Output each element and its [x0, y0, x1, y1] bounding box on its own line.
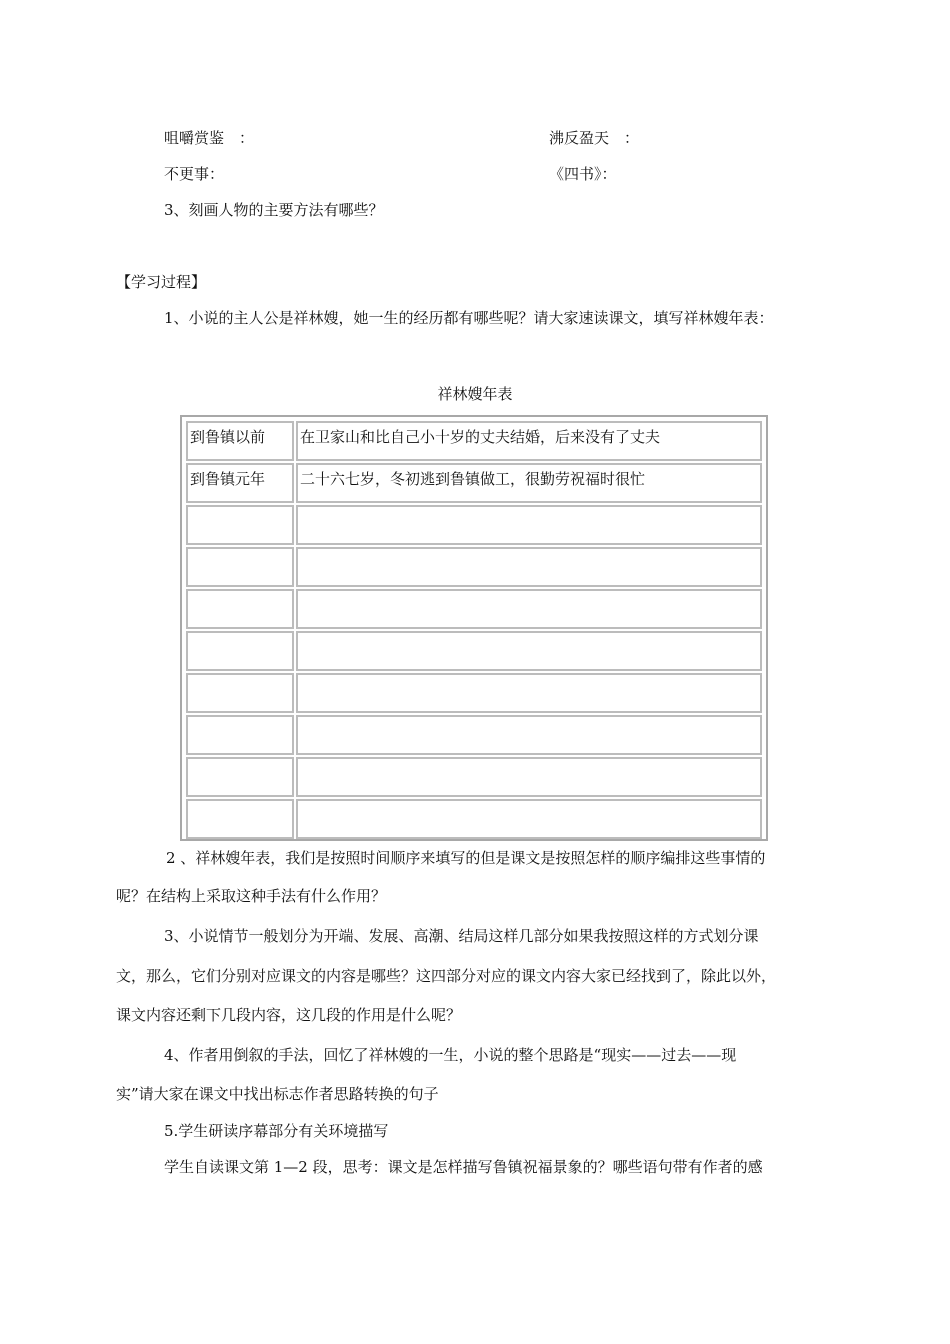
table-cell-event — [296, 673, 762, 713]
question-2-line-2: 呢？在结构上采取这种手法有什么作用？ — [116, 887, 387, 905]
table-row — [186, 589, 762, 629]
question-3-line-3: 课文内容还剩下几段内容，这几段的作用是什么呢？ — [116, 1006, 462, 1024]
table-cell-event: 二十六七岁，冬初逃到鲁镇做工，很勤劳祝福时很忙 — [296, 463, 762, 503]
table-cell-event — [296, 547, 762, 587]
table-row — [186, 547, 762, 587]
table-caption: 祥林嫂年表 — [437, 385, 513, 403]
table-cell-period — [186, 673, 294, 713]
table-row — [186, 715, 762, 755]
question-1: 1、小说的主人公是祥林嫂，她一生的经历都有哪些呢？请大家速读课文，填写祥林嫂年表： — [164, 309, 774, 327]
table-cell-period — [186, 547, 294, 587]
question-4-line-2: 实”请大家在课文中找出标志作者思路转换的句子 — [116, 1085, 439, 1103]
table-cell-period: 到鲁镇元年 — [186, 463, 294, 503]
question-4-line-1: 4、作者用倒叙的手法，回忆了祥林嫂的一生，小说的整个思路是“现实——过去——现 — [164, 1046, 737, 1064]
question-5-line-1: 学生自读课文第 1—2 段，思考：课文是怎样描写鲁镇祝福景象的？哪些语句带有作者的感 — [164, 1158, 763, 1176]
question-2-line-1: 2 、祥林嫂年表，我们是按照时间顺序来填写的但是课文是按照怎样的顺序编排这些事情的 — [166, 849, 766, 867]
table-row — [186, 505, 762, 545]
table-row — [186, 799, 762, 839]
question-3-line-1: 3、小说情节一般划分为开端、发展、高潮、结局这样几部分如果我按照这样的方式划分课 — [164, 927, 759, 945]
question-3-methods: 3、刻画人物的主要方法有哪些？ — [164, 201, 384, 219]
table-cell-event — [296, 757, 762, 797]
vocab-term-4: 《四书》： — [549, 165, 617, 183]
chronicle-table-frame — [180, 415, 768, 841]
chronicle-table — [184, 419, 764, 841]
table-cell-period — [186, 589, 294, 629]
table-row — [186, 463, 762, 503]
table-cell-event — [296, 505, 762, 545]
table-cell-period — [186, 799, 294, 839]
table-cell-period — [186, 757, 294, 797]
table-row — [186, 631, 762, 671]
table-cell-event — [296, 715, 762, 755]
table-cell-period — [186, 631, 294, 671]
section-heading: 【学习过程】 — [116, 273, 207, 291]
table-row — [186, 421, 762, 461]
vocab-term-1: 咀嚼赏鉴 ： — [164, 129, 255, 147]
table-cell-period: 到鲁镇以前 — [186, 421, 294, 461]
table-cell-period — [186, 505, 294, 545]
table-cell-event — [296, 631, 762, 671]
table-row — [186, 673, 762, 713]
vocab-term-3: 不更事： — [164, 165, 225, 183]
table-cell-event — [296, 589, 762, 629]
table-cell-period — [186, 715, 294, 755]
table-row — [186, 757, 762, 797]
table-cell-event: 在卫家山和比自己小十岁的丈夫结婚，后来没有了丈夫 — [296, 421, 762, 461]
table-cell-event — [296, 799, 762, 839]
question-3-line-2: 文，那么，它们分别对应课文的内容是哪些？这四部分对应的课文内容大家已经找到了，除此以外， — [116, 967, 777, 985]
question-5-title: 5.学生研读序幕部分有关环境描写 — [164, 1122, 389, 1140]
vocab-term-2: 沸反盈天 ： — [549, 129, 640, 147]
